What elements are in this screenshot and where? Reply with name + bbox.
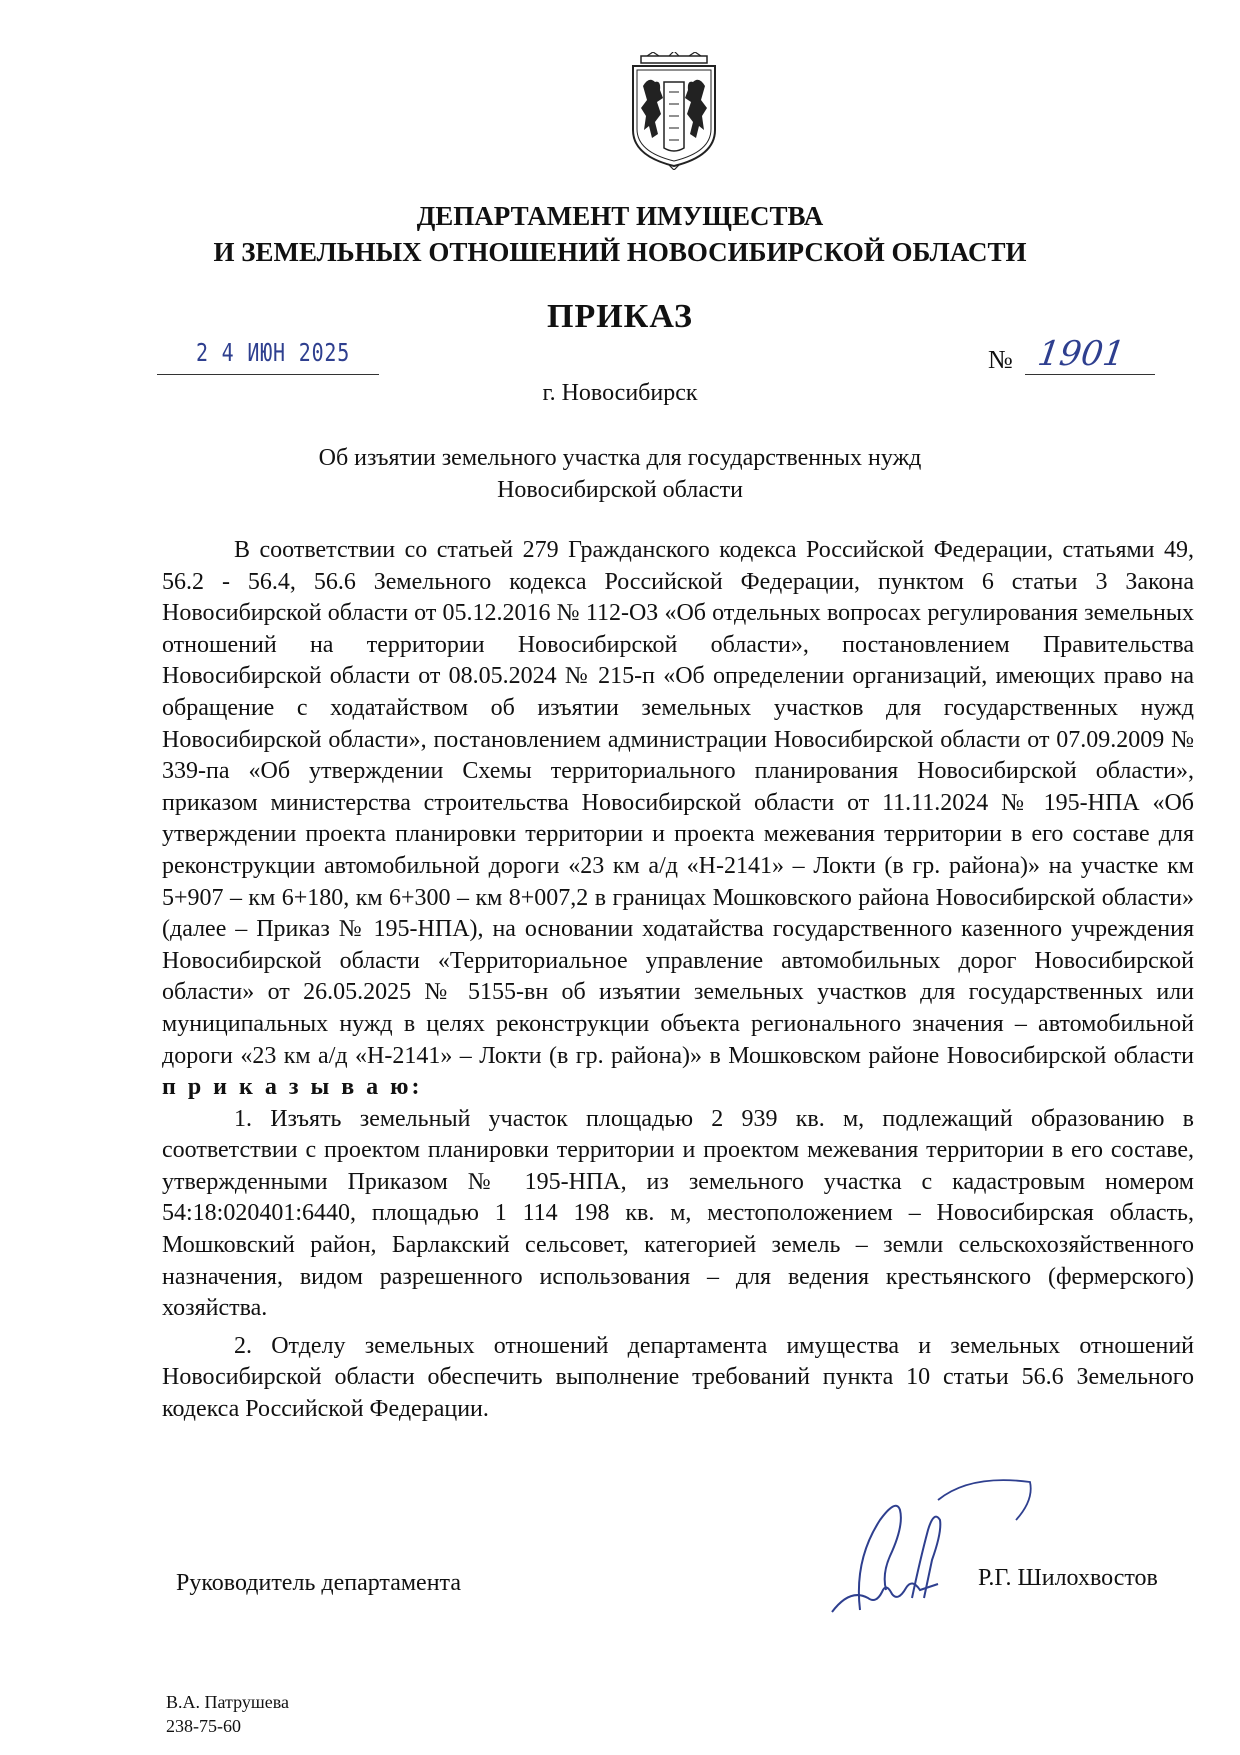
subject-line2: Новосибирской области (497, 477, 743, 503)
preamble-text: В соответствии со статьей 279 Гражданского кодекса Российской Федерации, статьями 49, 56.2 - 56.4, 56.6 Земельного кодекса Российской Федерации, пунктом 6 статьи 3 Закона Новосибирской области от 05.12.2016 № 112-ОЗ «Об отдельных вопросах регулирования земельных отношений на территории Новосибирской области», постановлением Правительства Новосибирской области от 08.05.2024 № 215-п «Об определении организаций, имеющих право на обращение с ходатайством об изъятии земельных участков для государственных нужд Новосибирской области», постановлением администрации Новосибирской области от 07.09.2009 № 339-па «Об утверждении Схемы территориального планирования Новосибирской области», приказом министерства строительства Новосибирской области от 11.11.2024 № 195-НПА «Об утверждении проекта планировки территории и проекта межевания территории в его составе для реконструкции автомобильной дороги «23 км а/д «Н-2141» – Локти (в гр. района)» на участке км 5+907 – км 6+180, км 6+300 – км 8+007,2 в границах Мошковского района Новосибирской области» (далее – Приказ № 195-НПА), на основании ходатайства государственного казенного учреждения Новосибирской области «Территориальное управление автомобильных дорог Новосибирской области» от 26.05.2025 № 5155-вн об изъятии земельных участков для государственных или муниципальных нужд в целях реконструкции объекта регионального значения – автомобильной дороги «23 км а/д «Н-2141» – Локти (в гр. района)» в Мошковском районе Новосибирской области (162, 537, 1194, 1069)
preamble-paragraph (162, 535, 1194, 1104)
number-underline (1025, 374, 1155, 375)
city: г. Новосибирск (542, 380, 698, 406)
order-number: 1901 (1035, 334, 1128, 374)
subject-line1: Об изъятии земельного участка для государственных нужд (318, 445, 922, 471)
order-body (162, 535, 1194, 1426)
date-underline (157, 374, 379, 375)
executor-phone: 238-75-60 (166, 1716, 241, 1736)
executor-name: В.А. Патрушева (166, 1692, 289, 1712)
coat-of-arms-icon (627, 52, 721, 170)
signatory-position: Руководитель департамента (176, 1570, 461, 1596)
item-1: 1. Изъять земельный участок площадью 2 939 кв. м, подлежащий образованию в соответствии с проектом планировки территории и проектом межевания территории в его составе, утвержденными Приказом № 195-НПА, из земельного участка с кадастровым номером 54:18:020401:6440, площадью 1 114 198 кв. м, местоположением – Новосибирская область, Мошковский район, Барлакский сельсовет, категорией земель – земли сельскохозяйственного назначения, видом разрешенного использования – для ведения крестьянского (фермерского) хозяйства. (162, 1105, 1194, 1322)
signatory-name: Р.Г. Шилохвостов (978, 1565, 1158, 1591)
handwritten-signature-icon (820, 1470, 1035, 1620)
department-name-line1: ДЕПАРТАМЕНТ ИМУЩЕСТВА (416, 201, 824, 231)
order-word: п р и к а з ы в а ю: (162, 1074, 423, 1101)
executor-info (166, 1690, 289, 1738)
item-2: 2. Отделу земельных отношений департамента имущества и земельных отношений Новосибирской области обеспечить выполнение требований пункта 10 статьи 56.6 Земельного кодекса Российской Федерации. (162, 1332, 1194, 1423)
document-type: ПРИКАЗ (547, 298, 693, 335)
date-stamp: 2 4 ИЮН 2025 (196, 338, 351, 367)
department-name-line2: И ЗЕМЕЛЬНЫХ ОТНОШЕНИЙ НОВОСИБИРСКОЙ ОБЛАСТИ (213, 237, 1027, 267)
number-label: № (988, 345, 1013, 374)
subject (0, 442, 1240, 506)
